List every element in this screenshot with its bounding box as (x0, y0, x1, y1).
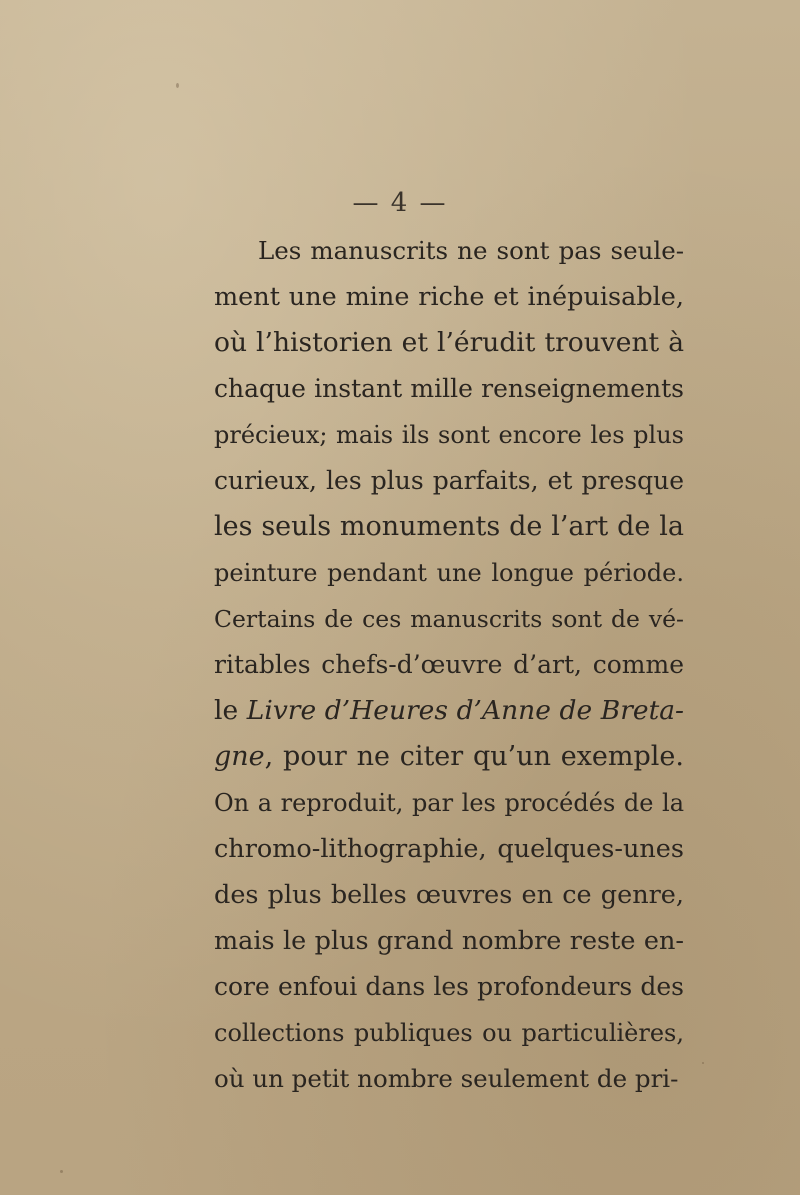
text-segment: , pour ne citer qu’un exemple. (264, 741, 684, 772)
text-segment: le (214, 695, 247, 726)
text-line: les seuls monuments de l’art de la (214, 511, 684, 542)
text-line: chaque instant mille renseignements (214, 374, 684, 403)
paper-speck (60, 1170, 63, 1173)
body-text (214, 228, 684, 1102)
paper-speck (176, 83, 179, 88)
book-title-italic: Livre d’Heures d’Anne de Breta- (246, 695, 684, 726)
book-title-italic: gne (214, 741, 265, 772)
text-line: core enfoui dans les profondeurs des (214, 972, 684, 1001)
text-line: ment une mine riche et inépuisable, (214, 282, 684, 312)
text-line: précieux; mais ils sont encore les plus (214, 421, 684, 449)
text-line: des plus belles œuvres en ce genre, (214, 880, 684, 910)
text-line: chromo-lithographie, quelques-unes (214, 834, 684, 864)
text-line: ritables chefs-d’œuvre d’art, comme (214, 650, 684, 679)
text-line: Les manuscrits ne sont pas seule- (258, 236, 684, 265)
text-line (214, 688, 684, 734)
text-line: curieux, les plus parfaits, et presque (214, 466, 684, 495)
text-line: peinture pendant une longue période. (214, 559, 684, 587)
text-line: où un petit nombre seulement de pri- (214, 1064, 679, 1093)
text-line (214, 734, 684, 780)
text-line: où l’historien et l’érudit trouvent à (214, 327, 684, 358)
text-line: collections publiques ou particulières, (214, 1019, 684, 1047)
text-line: mais le plus grand nombre reste en- (214, 926, 684, 956)
page-number: — 4 — (352, 188, 448, 218)
text-line: On a reproduit, par les procédés de la (214, 789, 684, 817)
text-line: Certains de ces manuscrits sont de vé- (214, 605, 684, 633)
paper-speck (702, 1062, 704, 1064)
